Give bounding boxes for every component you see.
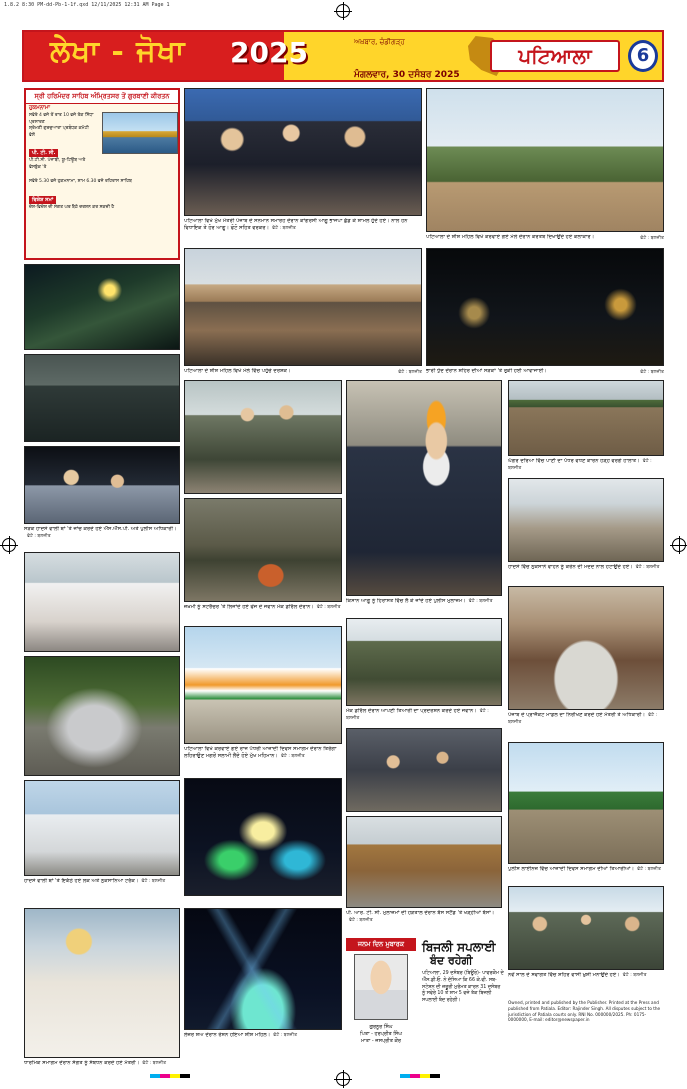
caption-text: ਮੌਕ ਡਰਿੱਲ ਦੌਰਾਨ ਆਪਣੀ ਤਿਆਰੀ ਦਾ ਪ੍ਰਦਰਸ਼ਨ ਕਰਦੇ ਹੋਏ ਜਵਾਨ।	[346, 708, 477, 714]
photo-flood-river	[508, 380, 664, 456]
photo-model-inspection	[508, 586, 664, 710]
caption-p4	[426, 368, 616, 376]
imprint-line: Owned, printed and published by the Publisher. Printed at the Press and published from Patiala. Editor: Rajinder Singh. All disputes subject to the jurisdiction of Patiala courts only. RNI No. 000000/2025. Ph: 0175-0000000, E-mail: editor@newspaper.in	[508, 1000, 661, 1023]
photo-independence-stage	[184, 626, 342, 744]
photo-credit: ਫੋਟੋ : ਬਲਜੀਤ	[640, 236, 664, 241]
birthday-details	[346, 1024, 416, 1045]
caption-text: ਜ਼ਖ਼ਮੀ ਨੂੰ ਸਟਰੈਚਰ 'ਤੇ ਲਿਜਾਂਦੇ ਹੋਏ ਫੌਜ ਦੇ ਜਵਾਨ ਮੌਕ ਡਰਿੱਲ ਦੌਰਾਨ।	[184, 604, 314, 610]
caption-p1	[184, 218, 422, 244]
photo-jcb-night	[24, 264, 180, 350]
temple-subheading: ਹੁਕਮਨਾਮਾ	[29, 105, 50, 111]
caption-p24	[184, 1032, 342, 1058]
photo-hospital	[24, 552, 180, 652]
photo-protest-scuffle	[346, 728, 502, 812]
caption-p12	[184, 604, 342, 622]
page-number: 6	[628, 40, 658, 72]
caption-p8	[508, 458, 664, 474]
photo-credit: ਫੋਟੋ : ਬਲਜੀਤ	[622, 973, 647, 978]
photo-credit: ਫੋਟੋ : ਬਲਜੀਤ	[141, 879, 166, 884]
photo-credit: ਫੋਟੋ : ਬਲਜੀਤ	[346, 709, 489, 721]
power-cut-notice	[422, 940, 504, 1080]
caption-text: ਪੰਜਾਬ ਦੇ ਪ੍ਰਾਜੈਕਟ ਮਾਡਲ ਦਾ ਨਿਰੀਖਣ ਕਰਦੇ ਹੋਏ ਮੰਤਰੀ ਤੇ ਅਧਿਕਾਰੀ।	[508, 712, 646, 718]
birthday-box	[346, 938, 416, 1078]
caption-p13	[346, 708, 502, 724]
photo-credit: ਫੋਟੋ : ਬਲਜੀਤ	[142, 1061, 167, 1066]
registration-mark-icon	[672, 538, 686, 552]
golden-temple-photo	[102, 112, 178, 154]
caption-text: ਲੇਜ਼ਰ ਸ਼ੋਅ ਦੌਰਾਨ ਰੌਸ਼ਨ ਹੋਇਆ ਸ਼ੀਸ਼ ਮਹਿਲ।	[184, 1032, 271, 1038]
photo-credit: ਫੋਟੋ : ਬਲਜੀਤ	[508, 459, 652, 471]
photo-credit: ਫੋਟੋ : ਬਲਜੀਤ	[273, 1033, 298, 1038]
photo-credit: ਫੋਟੋ : ਬਲਜੀਤ	[637, 867, 661, 872]
caption-text: ਘੱਗਰ ਦਰਿਆ ਵਿੱਚ ਪਾਣੀ ਦਾ ਪੱਧਰ ਵਧਣ ਕਾਰਨ ਹੜ੍ਹ ਵਰਗੇ ਹਾਲਾਤ।	[508, 458, 640, 464]
photo-parade-ground	[508, 742, 664, 864]
photo-political-event	[184, 88, 422, 216]
caption-text: ਹਾਦਸੇ ਵਾਲੀ ਥਾਂ 'ਤੇ ਇਕੱਠੇ ਹੋਏ ਲੋਕ ਅਤੇ ਨੁਕਸਾਨਿਆ ਟਰੱਕ।	[24, 878, 139, 884]
photo-crashed-car	[24, 656, 180, 776]
caption-text: ਭਾਰੀ ਧੁੰਦ ਦੌਰਾਨ ਸ਼ਹਿਰ ਦੀਆਂ ਸੜਕਾਂ 'ਤੇ ਰੁਕੀ ਹੋਈ ਆਵਾਜਾਈ।	[426, 368, 548, 374]
photo-farmer-leader	[346, 380, 502, 596]
photo-night-fog	[426, 248, 664, 366]
caption-text: ਪਟਿਆਲਾ ਦੇ ਸ਼ੀਸ਼ ਮਹਿਲ ਵਿਖੇ ਮੇਲੇ ਵਿੱਚ ਪਹੁੰਚੇ ਦਰਸ਼ਕ।	[184, 368, 291, 374]
caption-p21	[346, 910, 502, 936]
photo-credit: ਫੋਟੋ : ਬਲਜੀਤ	[398, 370, 422, 375]
power-heading-1: ਬਿਜਲੀ ਸਪਲਾਈ	[422, 940, 496, 954]
photo-religious-event	[24, 908, 180, 1058]
section-name: ਪਟਿਆਲਾ	[490, 40, 620, 72]
photo-credit: ਫੋਟੋ : ਬਲਜੀਤ	[27, 534, 51, 539]
photo-illuminated-fort	[184, 778, 342, 896]
caption-p23	[24, 1060, 180, 1074]
caption-text: ਪਟਿਆਲਾ ਦੇ ਸ਼ੀਸ਼ ਮਹਿਲ ਵਿਖੇ ਕਰਵਾਏ ਗਏ ਮੇਲੇ ਦੌਰਾਨ ਕਰਤਬ ਦਿਖਾਉਂਦੇ ਹੋਏ ਕਲਾਕਾਰ।	[426, 234, 595, 240]
temple-line: ਦੇਸ਼-ਵਿਦੇਸ਼ ਦੀ ਸੰਗਤ ਘਰ ਬੈਠੇ ਦਰਸ਼ਨ ਕਰ ਸਕਦੀ ਹੈ	[29, 204, 115, 210]
caption-text: ਪਟਿਆਲਾ ਵਿਖੇ ਮੁੱਖ ਮੰਤਰੀ ਪੰਜਾਬ ਦੇ ਸਨਮਾਨ ਸਮਾਰੋਹ ਦੌਰਾਨ ਕਾਂਗਰਸੀ ਆਗੂ ਭਾਜਪਾ ਛੱਡ ਕੇ ਸ਼ਾਮਲ ਹੁੰਦੇ ਹੋਏ। ਨਾਲ ਹਨ ਵਿਧਾਇਕ ਤੇ ਹੋਰ ਆਗੂ। ਫੋਟੋ ਸਹਿਤ ਵਰਕਰ।	[184, 218, 408, 231]
birthday-heading: ਜਨਮ ਦਿਨ ਮੁਬਾਰਕ	[346, 938, 416, 951]
photo-crane-vehicle	[508, 478, 664, 562]
caption-p22	[508, 972, 664, 998]
power-body: ਪਟਿਆਲਾ, 29 ਦਸੰਬਰ (ਬਿਊਰੋ)- ਪਾਵਰਕੌਮ ਦੇ ਐੱਸ.ਡੀ.ਓ. ਨੇ ਦੱਸਿਆ ਕਿ 66 ਕੇ.ਵੀ. ਸਬ-ਸਟੇਸ਼ਨ ਦੀ ਜ਼ਰੂਰੀ ਮੁਰੰਮਤ ਕਾਰਨ 31 ਦਸੰਬਰ ਨੂੰ ਸਵੇਰੇ 10 ਤੋਂ ਸ਼ਾਮ 5 ਵਜੇ ਤੱਕ ਬਿਜਲੀ ਸਪਲਾਈ ਬੰਦ ਰਹੇਗੀ।	[422, 971, 504, 1004]
photo-army-stretcher	[184, 498, 342, 602]
color-calibration-bar	[400, 1074, 440, 1078]
issue-date: ਮੰਗਲਵਾਰ, 30 ਦਸੰਬਰ 2025	[354, 70, 460, 80]
page-title: ਲੇਖਾ - ਜੋਖਾ	[50, 34, 186, 69]
birthday-mother: ਮਾਤਾ - ਜਸਪ੍ਰੀਤ ਕੌਰ	[360, 1038, 402, 1044]
caption-text: ਸੜਕ ਹਾਦਸੇ ਵਾਲੀ ਥਾਂ 'ਤੇ ਜਾਂਚ ਕਰਦੇ ਹੋਏ ਐੱਸ.ਐੱਸ.ਪੀ. ਅਤੇ ਪੁਲੀਸ ਅਧਿਕਾਰੀ।	[24, 526, 177, 532]
child-portrait-photo	[354, 954, 408, 1020]
caption-p3	[184, 368, 374, 376]
photo-credit: ਫੋਟੋ : ਬਲਜੀਤ	[640, 370, 664, 375]
temple-line: ਪੀ.ਟੀ.ਸੀ. ਪੰਜਾਬੀ, ਯੂ-ਟਿਊਬ ਅਤੇ ਫੇਸਬੁੱਕ 'ਤੇ	[29, 158, 86, 170]
caption-p2	[426, 234, 626, 244]
caption-p10	[508, 564, 664, 580]
photo-credit: ਫੋਟੋ : ਬਲਜੀਤ	[349, 918, 373, 923]
photo-credit: ਫੋਟੋ : ਬਲਜੀਤ	[468, 599, 493, 604]
photo-new-year-crowd	[508, 886, 664, 970]
power-heading-2: ਬੰਦ ਰਹੇਗੀ	[430, 954, 473, 967]
photo-credit: ਫੋਟੋ : ਬਲਜੀਤ	[280, 754, 305, 759]
photo-mock-drill	[346, 618, 502, 706]
caption-text: ਕਿਸਾਨ ਆਗੂ ਨੂੰ ਹਿਰਾਸਤ ਵਿੱਚ ਲੈ ਕੇ ਜਾਂਦੇ ਹੋਏ ਪੁਲੀਸ ਮੁਲਾਜ਼ਮ।	[346, 598, 466, 604]
photo-prtc-strike	[346, 816, 502, 908]
caption-p18	[508, 866, 664, 882]
caption-text: ਹਾਦਸੇ ਵਿੱਚ ਨੁਕਸਾਨੇ ਵਾਹਨ ਨੂੰ ਕਰੇਨ ਦੀ ਮਦਦ ਨਾਲ ਹਟਾਉਂਦੇ ਹੋਏ।	[508, 564, 633, 570]
photo-laser-show	[184, 908, 342, 1030]
caption-p5	[24, 526, 180, 548]
photo-credit: ਫੋਟੋ : ਬਲਜੀਤ	[635, 565, 660, 570]
caption-p7	[346, 598, 502, 614]
print-slug: 1.8.2 8:30 PM-dd-Pb-1-1f.qxd 12/11/2025 12:31 AM Page 1	[4, 2, 170, 8]
photo-truck-accident	[24, 780, 180, 876]
photo-stunt-fair	[426, 88, 664, 232]
caption-text: ਨਵੇਂ ਸਾਲ ਦੇ ਸਵਾਗਤ ਵਿੱਚ ਸ਼ਹਿਰ ਵਾਸੀ ਖ਼ੁਸ਼ੀ ਮਨਾਉਂਦੇ ਹੋਏ।	[508, 972, 620, 978]
caption-text: ਪੁਲੀਸ ਲਾਈਨਜ਼ ਵਿੱਚ ਆਜ਼ਾਦੀ ਦਿਵਸ ਸਮਾਗਮ ਦੀਆਂ ਤਿਆਰੀਆਂ।	[508, 866, 635, 872]
photo-credit: ਫੋਟੋ : ਬਲਜੀਤ	[272, 226, 296, 231]
caption-text: ਧਾਰਮਿਕ ਸਮਾਗਮ ਦੌਰਾਨ ਸੰਗਤ ਨੂੰ ਸੰਬੋਧਨ ਕਰਦੇ ਹੋਏ ਮੰਤਰੀ।	[24, 1060, 140, 1066]
temple-broadcast-box	[24, 88, 180, 260]
temple-heading: ਸ੍ਰੀ ਹਰਿਮੰਦਰ ਸਾਹਿਬ ਅੰਮ੍ਰਿਤਸਰ ਤੋਂ ਗੁਰਬਾਣੀ ਕੀਰਤਨ	[26, 90, 178, 104]
caption-p19	[24, 878, 180, 904]
temple-line: ਸਵੇਰੇ 5.30 ਵਜੇ ਹੁਕਮਨਾਮਾ, ਸ਼ਾਮ 6.30 ਵਜੇ ਰਹਿਰਾਸ ਸਾਹਿਬ	[29, 179, 132, 184]
channel-badge: ਪੀ. ਟੀ. ਸੀ.	[29, 149, 58, 157]
color-calibration-bar	[150, 1074, 190, 1078]
photo-crowd-fort	[184, 248, 422, 366]
birthday-father: ਪਿਤਾ - ਹਰਪ੍ਰੀਤ ਸਿੰਘ	[360, 1031, 402, 1037]
registration-mark-icon	[2, 538, 16, 552]
photo-police-night	[24, 446, 180, 524]
temple-line: ਸਵੇਰੇ 4 ਵਜੇ ਤੋਂ ਰਾਤ 10 ਵਜੇ ਤੱਕ ਸਿੱਧਾ ਪ੍ਰਸਾਰਣ	[29, 113, 94, 125]
masthead	[22, 30, 664, 82]
page-year: 2025	[230, 36, 308, 69]
photo-credit: ਫੋਟੋ : ਬਲਜੀਤ	[508, 713, 658, 725]
birthday-name: ਗੁਰਨੂਰ ਸਿੰਘ	[369, 1024, 393, 1030]
caption-p14	[184, 746, 342, 772]
caption-text: ਪਟਿਆਲਾ ਵਿਖੇ ਕਰਵਾਏ ਗਏ ਰਾਜ ਪੱਧਰੀ ਆਜ਼ਾਦੀ ਦਿਵਸ ਸਮਾਗਮ ਦੌਰਾਨ ਤਿਰੰਗਾ ਲਹਿਰਾਉਣ ਮਗਰੋਂ ਸਲਾਮੀ ਲੈਂਦੇ ਹੋਏ ਮੁੱਖ ਮਹਿਮਾਨ।	[184, 746, 337, 759]
caption-p15	[508, 712, 664, 738]
schedule-badge: ਵਿਸ਼ੇਸ਼ ਸਮਾਂ	[29, 196, 56, 204]
photo-credit: ਫੋਟੋ : ਬਲਜੀਤ	[316, 605, 341, 610]
photo-police-inspection	[184, 380, 342, 494]
registration-mark-icon	[336, 4, 350, 18]
caption-text: ਪੀ. ਆਰ. ਟੀ. ਸੀ. ਮੁਲਾਜ਼ਮਾਂ ਦੀ ਹੜਤਾਲ ਦੌਰਾਨ ਬੱਸ ਸਟੈਂਡ 'ਤੇ ਖੜ੍ਹੀਆਂ ਬੱਸਾਂ।	[346, 910, 495, 916]
photo-fog-road	[24, 354, 180, 442]
edition-label: ਅਖ਼ਬਾਰ, ਚੰਡੀਗੜ੍ਹ	[354, 38, 405, 46]
temple-line: ਸ਼੍ਰੋਮਣੀ ਗੁਰਦੁਆਰਾ ਪ੍ਰਬੰਧਕ ਕਮੇਟੀ ਵੱਲੋਂ	[29, 126, 89, 138]
